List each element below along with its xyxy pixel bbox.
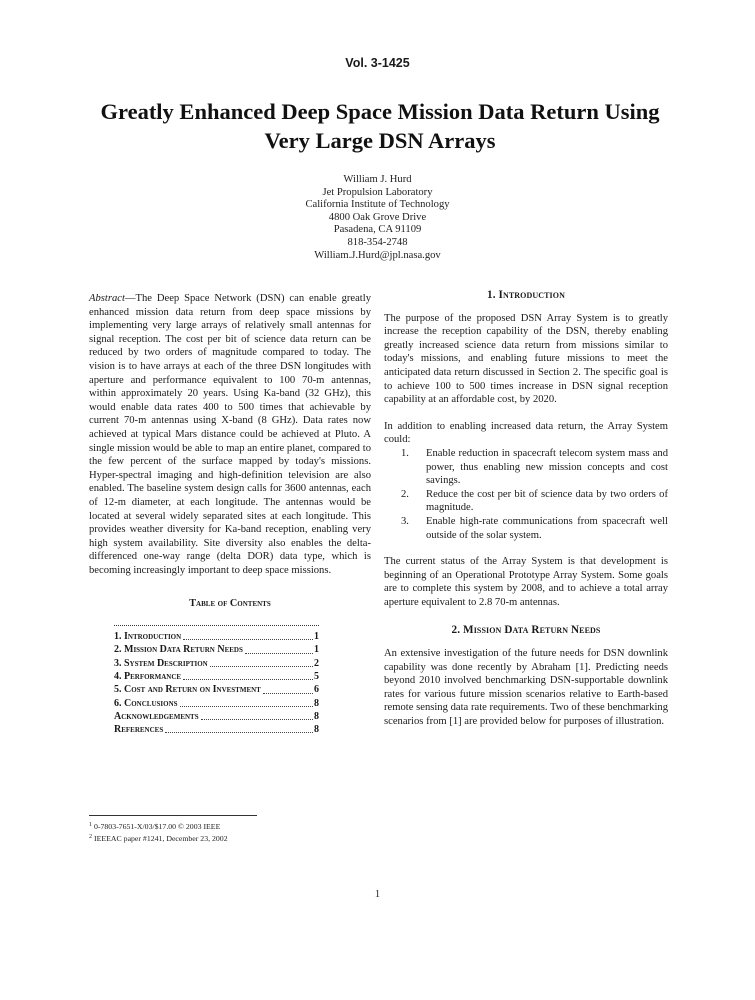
page-number: 1 [374, 889, 381, 900]
toc-item[interactable]: 6. Conclusions 8 [114, 697, 319, 709]
section-heading-mission-data-return-needs: 2. Mission Data Return Needs [451, 624, 601, 637]
author-name: William J. Hurd [343, 174, 412, 185]
toc-item[interactable]: References 8 [114, 724, 319, 736]
intro-paragraph-3: The current status of the Array System is that development is beginning of an Operational Prototype Array System. Some goals are to complete this system by 2008, and to achieve a total array aperture equivalent to 2.8 70-m antennas. [384, 556, 668, 608]
list-item: 1. Enable reduction in spacecraft telecom system mass and power, thus enabling new mission concepts and cost savings. [401, 447, 668, 487]
author-email: William.J.Hurd@jpl.nasa.gov [314, 249, 441, 261]
footnotes [89, 820, 349, 844]
list-item: 2. Reduce the cost per bit of science data by two orders of magnitude. [401, 488, 668, 514]
toc-item[interactable]: 4. Performance 5 [114, 670, 319, 682]
toc-item[interactable]: Acknowledgements 8 [114, 710, 319, 722]
author-affiliation-1: Jet Propulsion Laboratory [322, 186, 433, 198]
author-affiliation-2: California Institute of Technology [305, 199, 450, 211]
volume-label: Vol. 3-1425 [345, 56, 410, 70]
intro-paragraph-1: The purpose of the proposed DSN Array System is to greatly increase the reception capability of the DSN, thereby enabling greatly increased science data return from missions similar to today's missions, and enabling future missions to meet the anticipated data return discussed in Section 2. The specific goal is to achieve 100 to 500 times increase in DSN signal reception capability at an affordable cost, by 2020. [384, 312, 668, 406]
toc-title: Table of Contents [189, 598, 271, 610]
toc-item[interactable]: 1. Introduction 1 [114, 631, 319, 643]
capability-list [384, 447, 668, 542]
toc-item[interactable]: 2. Mission Data Return Needs 1 [114, 644, 319, 656]
author-block [0, 174, 755, 262]
toc-item[interactable]: 5. Cost and Return on Investment 6 [114, 684, 319, 696]
footnote-divider [89, 815, 257, 816]
author-address-1: 4800 Oak Grove Drive [328, 211, 427, 223]
abstract-label: Abstract [89, 293, 125, 304]
toc-item[interactable]: 3. System Description 2 [114, 657, 319, 669]
footnote-1: $^1$ 0-7803-7651-X/03/$17.00 © 2003 IEEE [89, 822, 221, 831]
table-of-contents [114, 625, 319, 736]
right-column [384, 289, 668, 729]
title-line-1: Greatly Enhanced Deep Space Mission Data Return Using [100, 99, 660, 124]
needs-paragraph-1: An extensive investigation of the future needs for DSN downlink capability was done recently by Abraham [1]. Predicting needs beyond 2010 involved benchmarking DSN-supportable downlink rates for various future mission scenarios relative to Earth-based remote sensing data rate requirements. Two of these benchmarking scenarios from [1] are provided below for purposes of illustration. [384, 648, 668, 728]
author-address-2: Pasadena, CA 91109 [333, 224, 422, 236]
left-column [89, 292, 371, 736]
intro-paragraph-2: In addition to enabling increased data return, the Array System could: [384, 420, 668, 446]
author-phone: 818-354-2748 [347, 236, 408, 248]
list-item: 3. Enable high-rate communications from spacecraft well outside of the solar system. [401, 515, 668, 541]
footnote-2: $^2$ IEEEAC paper #1241, December 23, 2002 [89, 834, 228, 843]
abstract [89, 292, 371, 577]
paper-title [60, 97, 700, 155]
section-heading-introduction: 1. Introduction [487, 289, 565, 301]
title-line-2: Very Large DSN Arrays [264, 128, 496, 153]
toc-divider [114, 625, 319, 626]
abstract-text: —The Deep Space Network (DSN) can enable greatly enhanced mission data return from deep space missions by implementing very large arrays of relatively small antennas for signal reception. The cost per bit of science data return can be reduced by two orders of magnitude compared to today. The vision is to have arrays at each of the three DSN longitudes with aperture and performance equivalent to 100 70-m antennas, within approximately 20 years. Using Ka-band (32 GHz), this would enable data rates 400 to 500 times that achievable by current 70-m antennas using X-band (8 GHz). Data rates now achieved at typical Mars distance could be achieved at Pluto. A single mission would be able to map an entire planet, compared to the few percent of the surface mapped by today's missions. Hyper-spectral imaging and high-definition television are also enabled. The baseline system design calls for 3600 antennas, each of 12-m diameter, at each longitude. The antennas would be located at several widely separated sites at each longitude. This provides weather diversity for Ka-band reception, enabling very high system availability. Site diversity also enables the delta-differenced one-way range (delta DOR) data type, which is becoming increasingly important to deep space missions. [89, 293, 371, 576]
